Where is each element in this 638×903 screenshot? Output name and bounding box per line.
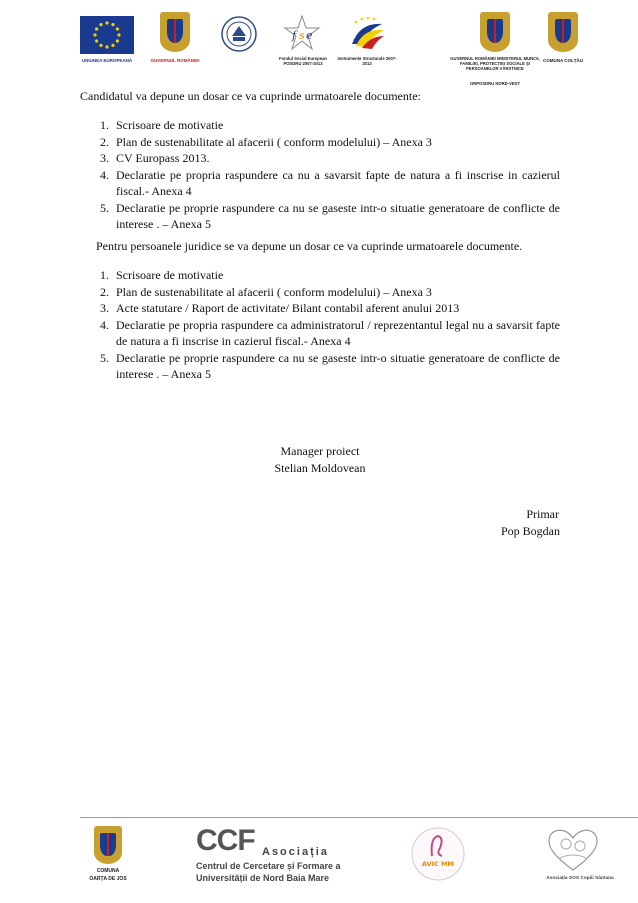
signature-role: Manager proiect [280,444,360,458]
sos-label: Asociația SOS Copiii Sântana [546,876,614,881]
list-item: 3. Acte statutare / Raport de activitate/ Bilant contabil aferent anului 2013 [100,301,460,315]
instrumente-structurale-logo [346,14,388,54]
footer-divider [80,817,638,818]
ccf-line2: Centrul de Cercetare și Formare a [196,861,341,871]
signature-role: Primar [526,507,559,521]
documents-list-legal-entities [100,267,560,383]
svg-text:e: e [306,29,313,42]
signature-manager [220,443,420,476]
list-item: 2. Plan de sustenabilitate al afacerii ( conform modelului) – Anexa 3 [100,134,432,149]
list-item: 5. Declaratie pe proprie raspundere ca nu se gaseste intr-o situatie generatoare de conflicte de interese . – Anexa 5 [100,350,560,381]
romania-crest-logo [160,12,190,52]
eu-label: UNIUNEA EUROPEANĂ [81,58,133,63]
list-item: 1. Scrisoare de motivatie [100,268,224,282]
ministry-crest-logo [480,12,510,52]
signature-name: Stelian Moldovean [274,460,366,475]
is-label: Instrumente Structurale 2007-2013 [337,56,397,66]
signature-mayor [400,506,560,539]
list-item: 2. Plan de sustenabilitate al afacerii ( conform modelului) – Anexa 3 [100,284,432,299]
avic-logo [410,826,466,882]
sos-logo [540,822,606,874]
fse-label: Fondul Social European POSDRU 2007-2013 [279,56,327,66]
list-item: 4. Declaratie pe propria raspundere ca nu a savarsit fapte de natura a fi inscrise in cazierul fiscal.- Anexa 4 [100,167,560,198]
svg-text:s: s [299,29,305,42]
list-item: 4. Declaratie pe propria raspundere ca administratorul / reprezentantul legal nu a savarsit fapte de natura a fi inscrise in cazierul fiscal.- Anexa 4 [100,317,560,348]
svg-text:f: f [292,29,297,42]
list-item: 1. Scrisoare de motivatie [100,118,224,132]
ccf-logo: CCF [196,824,255,857]
intro-text: Candidatul va depune un dosar ce va cuprinde urmatoarele documente: [80,89,421,103]
oarta-label1: COMUNA [96,868,120,874]
fse-logo [282,14,322,54]
ministry-label: GUVERNUL ROMÂNIEI MINISTERUL MUNCII, FAMILIEI, PROTECȚIEI SOCIALE ȘI PERSOANELOR VÂRSTNICE [450,56,540,71]
ccf-line1: Asociația [262,846,329,858]
oarta-label2: OARȚA DE JOS [89,876,127,882]
list-item: 5. Declaratie pe proprie raspundere ca nu se gaseste intr-o situatie generatoare de conflicte de interese . – Anexa 5 [100,200,560,231]
gov-label: GUVERNUL ROMÂNIEI [150,58,200,63]
seal-logo [220,14,258,54]
ccf-line3: Universității de Nord Baia Mare [196,873,330,883]
coltau-label: COMUNA COLȚĂU [542,58,584,63]
intro-legal-entities: Pentru persoanele juridice se va depune un dosar ce va cuprinde urmatoarele documente. [96,239,523,253]
documents-list-individuals [100,117,560,233]
avic-text: AVIC MM [421,860,455,868]
eu-flag-logo [80,16,134,54]
list-item: 3. CV Europass 2013. [100,151,210,165]
oarta-crest-logo [94,826,122,864]
ministry-label2: ORPOSDRU NORD-VEST [469,81,521,86]
coltau-crest-logo [548,12,578,52]
signature-name: Pop Bogdan [500,523,560,538]
